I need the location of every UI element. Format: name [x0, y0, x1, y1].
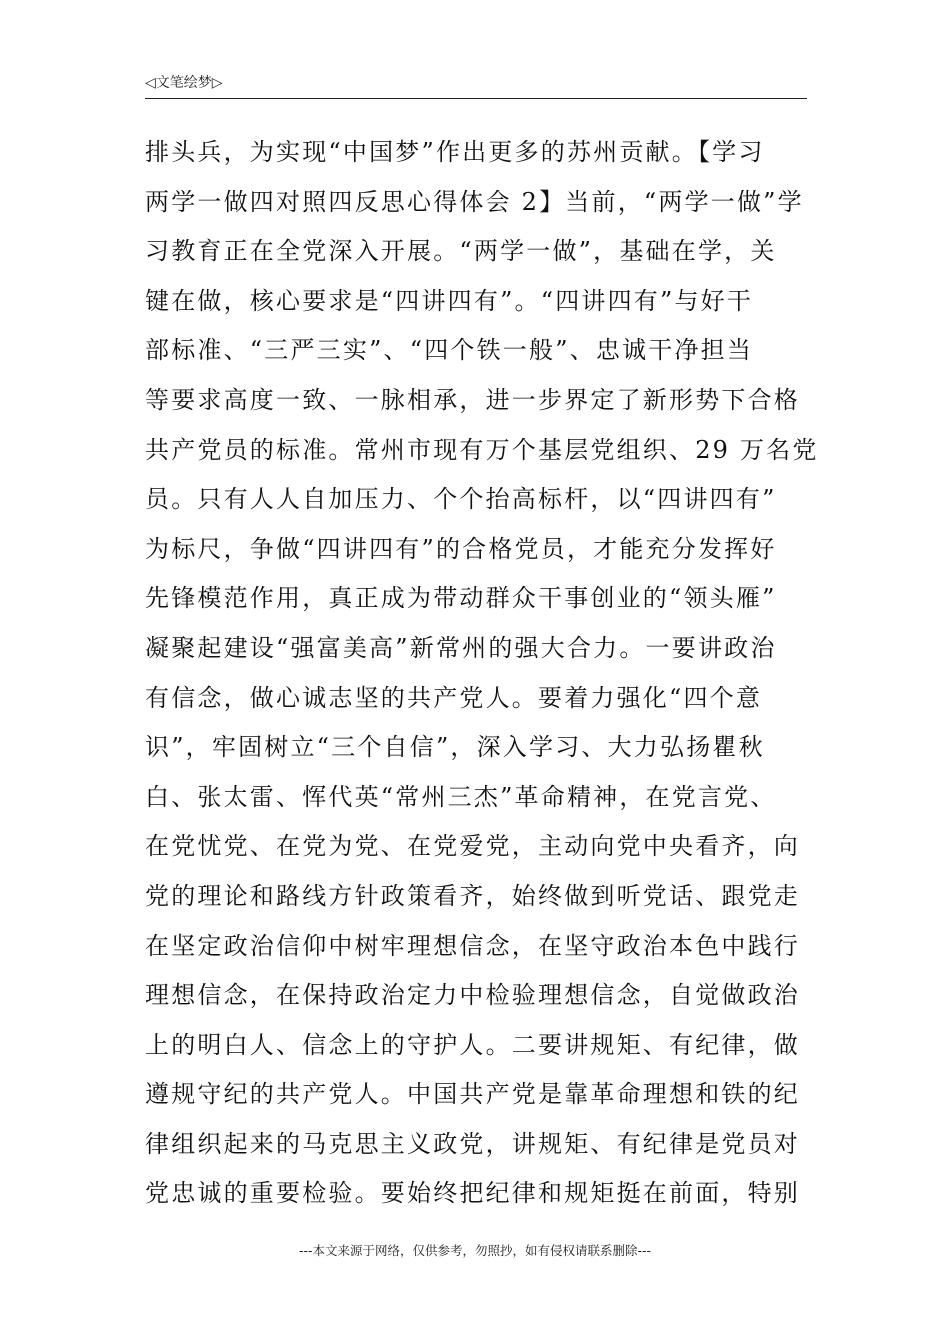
text-line: 先锋模范作用，真正成为带动群众干事创业的“领头雁” — [145, 584, 777, 613]
text-line: 员。只有人人自加压力、个个抬高标杆，以“四讲四有” — [145, 485, 777, 514]
text-line: 白、张太雷、恽代英“常州三杰”革命精神，在党言党、 — [145, 782, 777, 811]
text-line: 律组织起来的马克思主义政党，讲规矩、有纪律是党员对 — [145, 1129, 800, 1158]
text-line: 党忠诚的重要检验。要始终把纪律和规矩挺在前面，特别 — [145, 1179, 800, 1208]
text-line: 排头兵，为实现“中国梦”作出更多的苏州贡献。【学习 — [145, 138, 765, 166]
text-line: 凝聚起建设“强富美高”新常州的强大合力。一要讲政治 — [145, 633, 777, 662]
text-line: 理想信念，在保持政治定力中检验理想信念，自觉做政治 — [145, 981, 800, 1010]
text-line: 为标尺，争做“四讲四有”的合格党员，才能充分发挥好 — [145, 534, 777, 563]
page-header — [145, 74, 807, 99]
text-line: 两学一做四对照四反思心得体会 2】当前，“两学一做”学 — [145, 187, 804, 216]
text-line: 遵规守纪的共产党人。中国共产党是靠革命理想和铁的纪 — [145, 1080, 800, 1109]
text-line: 党的理论和路线方针政策看齐，始终做到听党话、跟党走 — [145, 881, 800, 910]
text-line: 习教育正在全党深入开展。“两学一做”，基础在学，关 — [145, 237, 777, 266]
text-line: 在坚定政治信仰中树牢理想信念，在坚守政治本色中践行 — [145, 931, 800, 960]
text-line: 等要求高度一致、一脉相承，进一步界定了新形势下合格 — [145, 385, 800, 414]
header-title: ◁文笔绘梦▷ — [145, 75, 223, 91]
text-line: 在党忧党、在党为党、在党爱党，主动向党中央看齐，向 — [145, 832, 800, 861]
text-line: 识”，牢固树立“三个自信”，深入学习、大力弘扬瞿秋 — [145, 733, 765, 762]
page-footer: ---本文来源于网络，仅供参考，勿照抄，如有侵权请联系删除--- — [298, 1243, 652, 1258]
text-line: 上的明白人、信念上的守护人。二要讲规矩、有纪律，做 — [145, 1030, 800, 1059]
text-line: 有信念，做心诚志坚的共产党人。要着力强化“四个意 — [145, 683, 763, 712]
text-line: 共产党员的标准。常州市现有万个基层党组织、29 万名党 — [145, 435, 819, 464]
text-line: 键在做，核心要求是“四讲四有”。“四讲四有”与好干 — [145, 286, 754, 315]
document-body — [145, 128, 819, 1219]
text-line: 部标准、“三严三实”、“四个铁一般”、忠诚干净担当 — [145, 336, 754, 365]
